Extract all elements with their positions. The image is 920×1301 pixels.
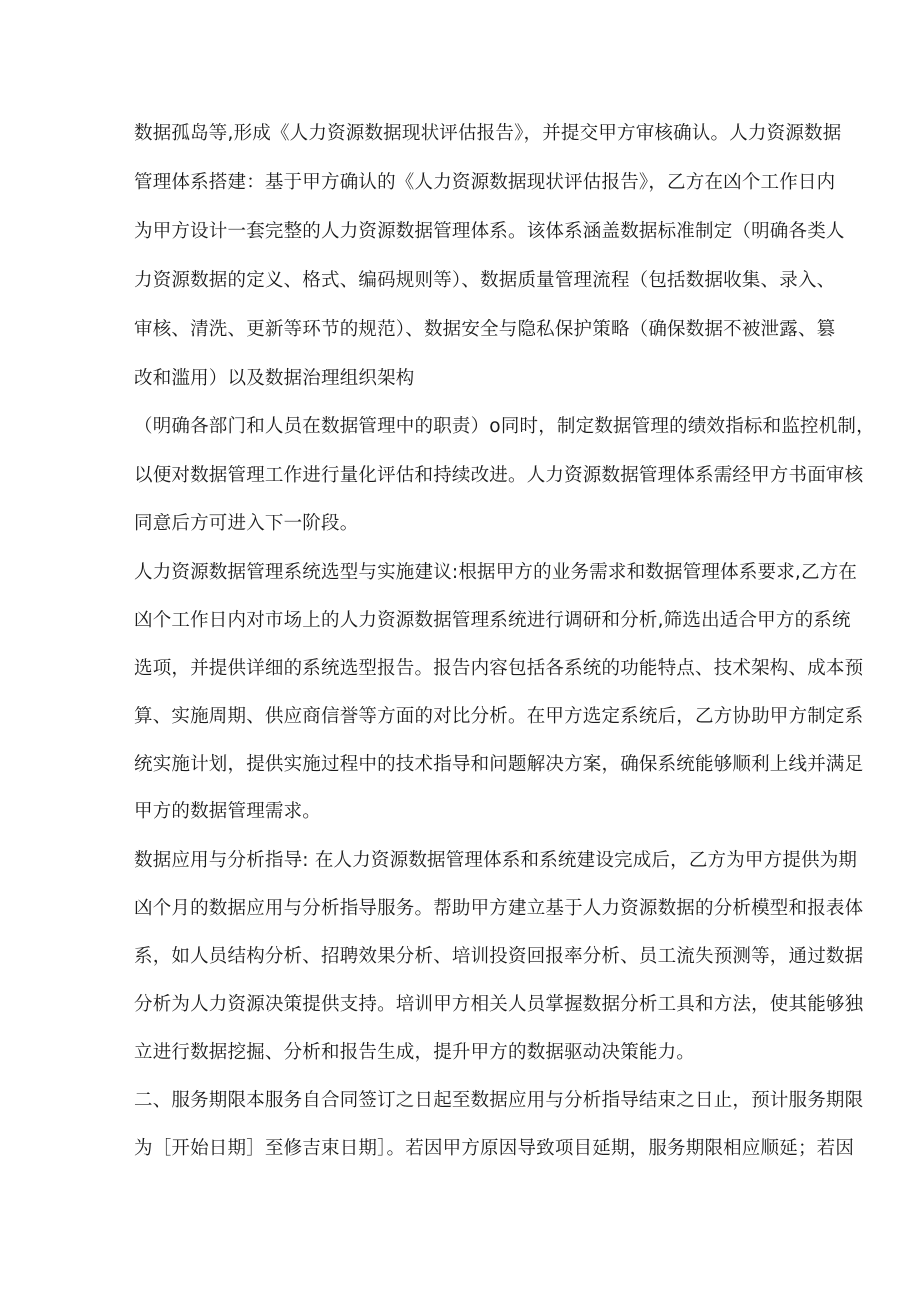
text-line: 为甲方设计一套完整的人力资源数据管理体系。该体系涵盖数据标准制定（明确各类人 [134,221,845,242]
text-line: 以便对数据管理工作进行量化评估和持续改进。人力资源数据管理体系需经甲方书面审核 [134,465,864,486]
text-line: 人力资源数据管理系统选型与实施建议:根据甲方的业务需求和数据管理体系要求,乙方在 [134,562,858,583]
text-line: 甲方的数据管理需求。 [134,801,322,822]
text-line: 凶个月的数据应用与分析指导服务。帮助甲方建立基于人力资源数据的分析模型和报表体 [134,898,864,919]
text-line: 改和滥用）以及数据治理组织架构 [134,368,415,389]
text-line: 同意后方可进入下一阶段。 [134,513,359,534]
text-line: 算、实施周期、供应商信誉等方面的对比分析。在甲方选定系统后，乙方协助甲方制定系 [134,706,864,727]
text-line: 系，如人员结构分析、招聘效果分析、培训投资回报率分析、员工流失预测等，通过数据 [134,946,864,967]
text-line: 凶个工作日内对市场上的人力资源数据管理系统进行调研和分析,筛选出适合甲方的系统 [134,610,851,631]
text-line: 二、服务期限本服务自合同签订之日起至数据应用与分析指导结束之日止，预计服务期限 [134,1090,864,1111]
text-line: 统实施计划，提供实施过程中的技术指导和问题解决方案，确保系统能够顺利上线并满足 [134,754,864,775]
text-line: 数据应用与分析指导: 在人力资源数据管理体系和系统建设完成后，乙方为甲方提供为期 [134,850,858,871]
text-line: 管理体系搭建：基于甲方确认的《人力资源数据现状评估报告》，乙方在凶个工作日内 [134,172,836,193]
text-line: 分析为人力资源决策提供支持。培训甲方相关人员掌握数据分析工具和方法，使其能够独 [134,994,864,1015]
text-line: 为［开始日期］至修吉束日期］。若因甲方原因导致项目延期，服务期限相应顺延；若因 [134,1138,855,1159]
text-line: 审核、清洗、更新等环节的规范）、数据安全与隐私保护策略（确保数据不被泄露、篡 [134,319,836,340]
text-line: 选项，并提供详细的系统选型报告。报告内容包括各系统的功能特点、技术架构、成本预 [134,658,864,679]
text-line: 数据孤岛等,形成《人力资源数据现状评估报告》，并提交甲方审核确认。人力资源数据 [134,123,842,144]
text-line: （明确各部门和人员在数据管理中的职责）o同时，制定数据管理的绩效指标和监控机制， [134,416,875,437]
text-line: 立进行数据挖掘、分析和报告生成，提升甲方的数据驱动决策能力。 [134,1042,696,1063]
text-line: 力资源数据的定义、格式、编码规则等）、数据质量管理流程（包括数据收集、录入、 [134,270,836,291]
